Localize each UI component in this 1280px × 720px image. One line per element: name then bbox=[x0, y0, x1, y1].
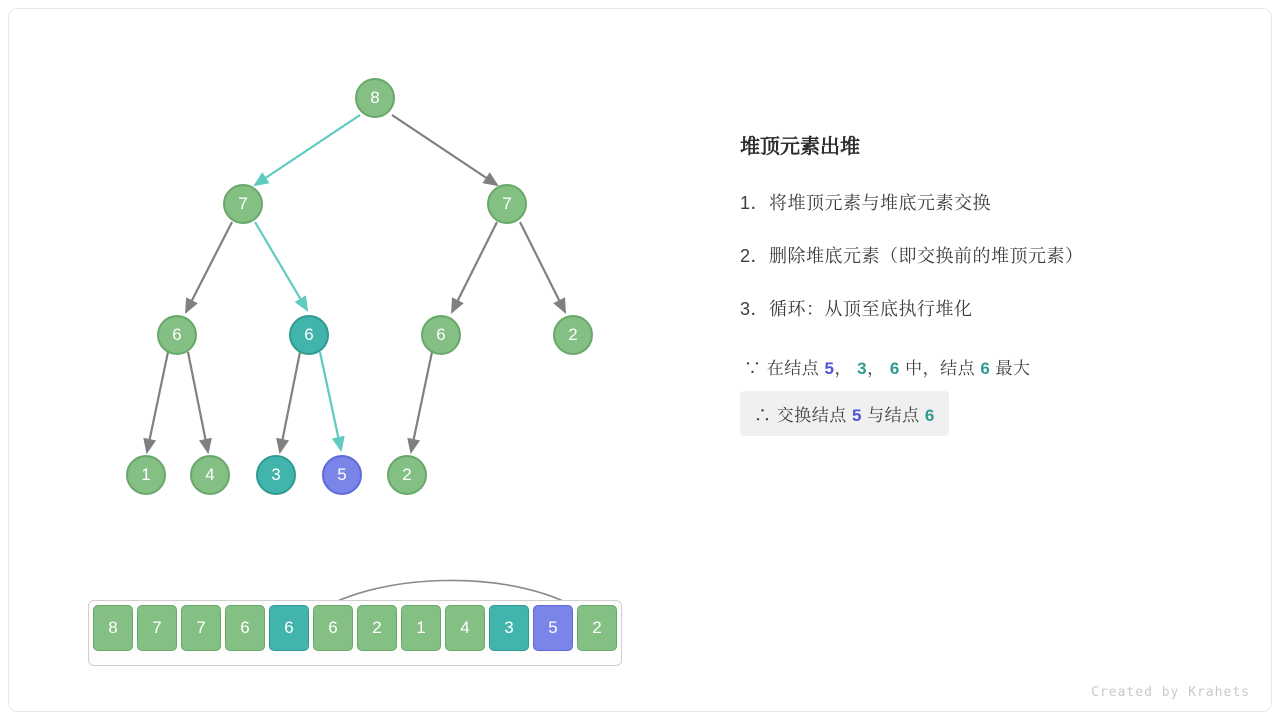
note-compare-prefix: ∵ 在结点 bbox=[744, 359, 820, 378]
note-value-6: 6 bbox=[889, 359, 900, 378]
explanation-panel bbox=[740, 130, 1230, 442]
note-value-5: 5 bbox=[824, 359, 835, 378]
tree-node: 6 bbox=[157, 315, 197, 355]
credit-text: Created by Krahets bbox=[1091, 685, 1250, 700]
tree-node: 1 bbox=[126, 455, 166, 495]
tree-node: 2 bbox=[553, 315, 593, 355]
note-sep: ， bbox=[834, 359, 852, 378]
note-sep: ， bbox=[867, 359, 885, 378]
note-swap bbox=[740, 391, 949, 436]
step-3: 3．循环：从顶至底执行堆化 bbox=[740, 299, 973, 319]
note-compare bbox=[740, 348, 1035, 385]
step-2: 2．删除堆底元素（即交换前的堆顶元素） bbox=[740, 246, 1084, 266]
tree-node-selected: 5 bbox=[322, 455, 362, 495]
tree-node: 8 bbox=[355, 78, 395, 118]
note-swap-b: 6 bbox=[924, 406, 935, 425]
array-cell-highlight: 6 bbox=[269, 605, 309, 651]
array-cell: 8 bbox=[93, 605, 133, 651]
note-swap-a: 5 bbox=[851, 406, 862, 425]
array-cell-highlight: 3 bbox=[489, 605, 529, 651]
array-cell: 2 bbox=[357, 605, 397, 651]
note-compare-suffix: 最大 bbox=[995, 359, 1031, 378]
array-cell-selected: 5 bbox=[533, 605, 573, 651]
tree-node-highlight: 3 bbox=[256, 455, 296, 495]
note-swap-prefix: ∴ 交换结点 bbox=[754, 406, 847, 425]
note-compare-mid: 中，结点 bbox=[905, 359, 976, 378]
note-value-max: 6 bbox=[980, 359, 991, 378]
array-cell: 6 bbox=[313, 605, 353, 651]
panel-title: 堆顶元素出堆 bbox=[740, 136, 860, 158]
heap-array bbox=[88, 600, 622, 666]
step-1: 1．将堆顶元素与堆底元素交换 bbox=[740, 193, 992, 213]
array-cell: 7 bbox=[137, 605, 177, 651]
tree-node: 2 bbox=[387, 455, 427, 495]
note-value-3: 3 bbox=[857, 359, 868, 378]
array-cell: 2 bbox=[577, 605, 617, 651]
tree-node: 6 bbox=[421, 315, 461, 355]
tree-node: 4 bbox=[190, 455, 230, 495]
array-cell: 1 bbox=[401, 605, 441, 651]
array-cell: 7 bbox=[181, 605, 221, 651]
array-cell: 4 bbox=[445, 605, 485, 651]
tree-node-highlight: 6 bbox=[289, 315, 329, 355]
note-swap-mid: 与结点 bbox=[867, 406, 920, 425]
tree-node: 7 bbox=[223, 184, 263, 224]
tree-node: 7 bbox=[487, 184, 527, 224]
array-cell: 6 bbox=[225, 605, 265, 651]
